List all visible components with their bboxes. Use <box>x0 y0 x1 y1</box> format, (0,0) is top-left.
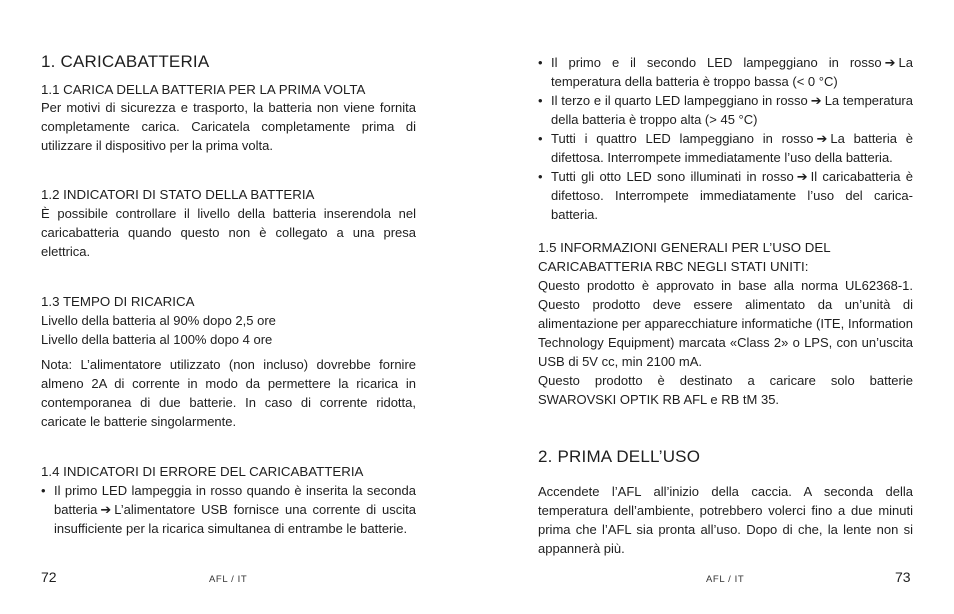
note-paragraph <box>41 355 416 431</box>
right-arrow-icon: ➔ <box>884 55 896 70</box>
footer-label-right: AFL / IT <box>706 574 745 585</box>
paragraph-1-2: È possibile controllare il livello della batteria inserendola nel caricabatteria quando questo non è collegato a una presa elettrica. <box>41 206 416 259</box>
page-number-left: 72 <box>41 569 57 585</box>
subsection-title-1-1: 1.1 CARICA DELLA BATTERIA PER LA PRIMA VOLTA <box>41 82 366 97</box>
error-list-left <box>41 481 416 538</box>
right-arrow-icon: ➔ <box>810 93 822 108</box>
right-arrow-icon: ➔ <box>796 169 808 184</box>
footer-label-left: AFL / IT <box>209 574 248 585</box>
charge-time-100: Livello della batteria al 100% dopo 4 ore <box>41 332 273 347</box>
page-number-right: 73 <box>895 569 911 585</box>
paragraph-1-5-b: Questo prodotto è destinato a caricare solo batterie SWAROVSKI OPTIK RB AFL e RB tM 35. <box>538 373 913 407</box>
error-list-right <box>538 53 913 224</box>
list-item: • Il terzo e il quarto LED lampeggiano in rosso ➔ La temperatura della batteria è troppo alta (> 45 °C) <box>538 91 913 129</box>
subsection-title-1-4: 1.4 INDICATORI DI ERRORE DEL CARICABATTERIA <box>41 464 364 479</box>
note-text: L’alimentatore utilizzato (non incluso) dovrebbe fornire almeno 2A di corrente in modo da permettere la ricarica in contemporanea di due batterie. In caso di corrente ridotta, caricate le batterie singolarmente. <box>41 357 416 429</box>
section-title-prima-uso: 2. PRIMA DELL’USO <box>538 447 701 466</box>
list-item: • Tutti gli otto LED sono illuminati in rosso ➔ Il caricabatteria è difettoso. Interrompete immediatamente l’uso del caricabatteria. <box>538 167 913 224</box>
subsection-title-1-2: 1.2 INDICATORI DI STATO DELLA BATTERIA <box>41 187 315 202</box>
subsection-title-1-5: 1.5 INFORMAZIONI GENERALI PER L’USO DEL CARICABATTERIA RBC NEGLI STATI UNITI: <box>538 240 831 274</box>
paragraph-1-1: Per motivi di sicurezza e trasporto, la batteria non viene fornita completamente carica. Caricatela completamente prima di utilizzare il dispositivo per la prima volta. <box>41 100 416 153</box>
note-label: Nota: <box>41 357 73 372</box>
section-title-caricabatteria: 1. CARICABATTERIA <box>41 52 210 71</box>
list-item: • Il primo e il secondo LED lampeggiano in rosso ➔ La temperatura della batteria è troppo bassa (< 0 °C) <box>538 53 913 91</box>
right-arrow-icon: ➔ <box>816 131 828 146</box>
paragraph-2: Accendete l’AFL all’inizio della caccia. A seconda della temperatura dell’ambiente, potrebbero volerci fino a due minuti prima che l’AFL sia pronta all’uso. Dopo di che, la lente non si appannerà più. <box>538 484 913 556</box>
subsection-title-1-3: 1.3 TEMPO DI RICARICA <box>41 294 195 309</box>
list-item: • Il primo LED lampeggia in rosso quando è inserita la seconda batteria ➔ L’alimentatore USB fornisce una corrente di uscita insufficiente per la ricarica simultanea di entrambe le batterie. <box>41 481 416 538</box>
right-arrow-icon: ➔ <box>100 502 112 517</box>
paragraph-1-5-a: Questo prodotto è approvato in base alla norma UL62368-1. Questo prodotto deve essere alimentato da un’unità di alimentazione per apparecchiature informatiche (ITE, Information Technology Equipment) marcata «Class 2» o LPS, con un’uscita USB di 5V cc, min 2100 mA. <box>538 278 913 369</box>
list-item: • Tutti i quattro LED lampeggiano in rosso ➔ La batteria è difettosa. Interrompete immediatamente l’uso della batteria. <box>538 129 913 167</box>
charge-time-90: Livello della batteria al 90% dopo 2,5 ore <box>41 313 276 328</box>
